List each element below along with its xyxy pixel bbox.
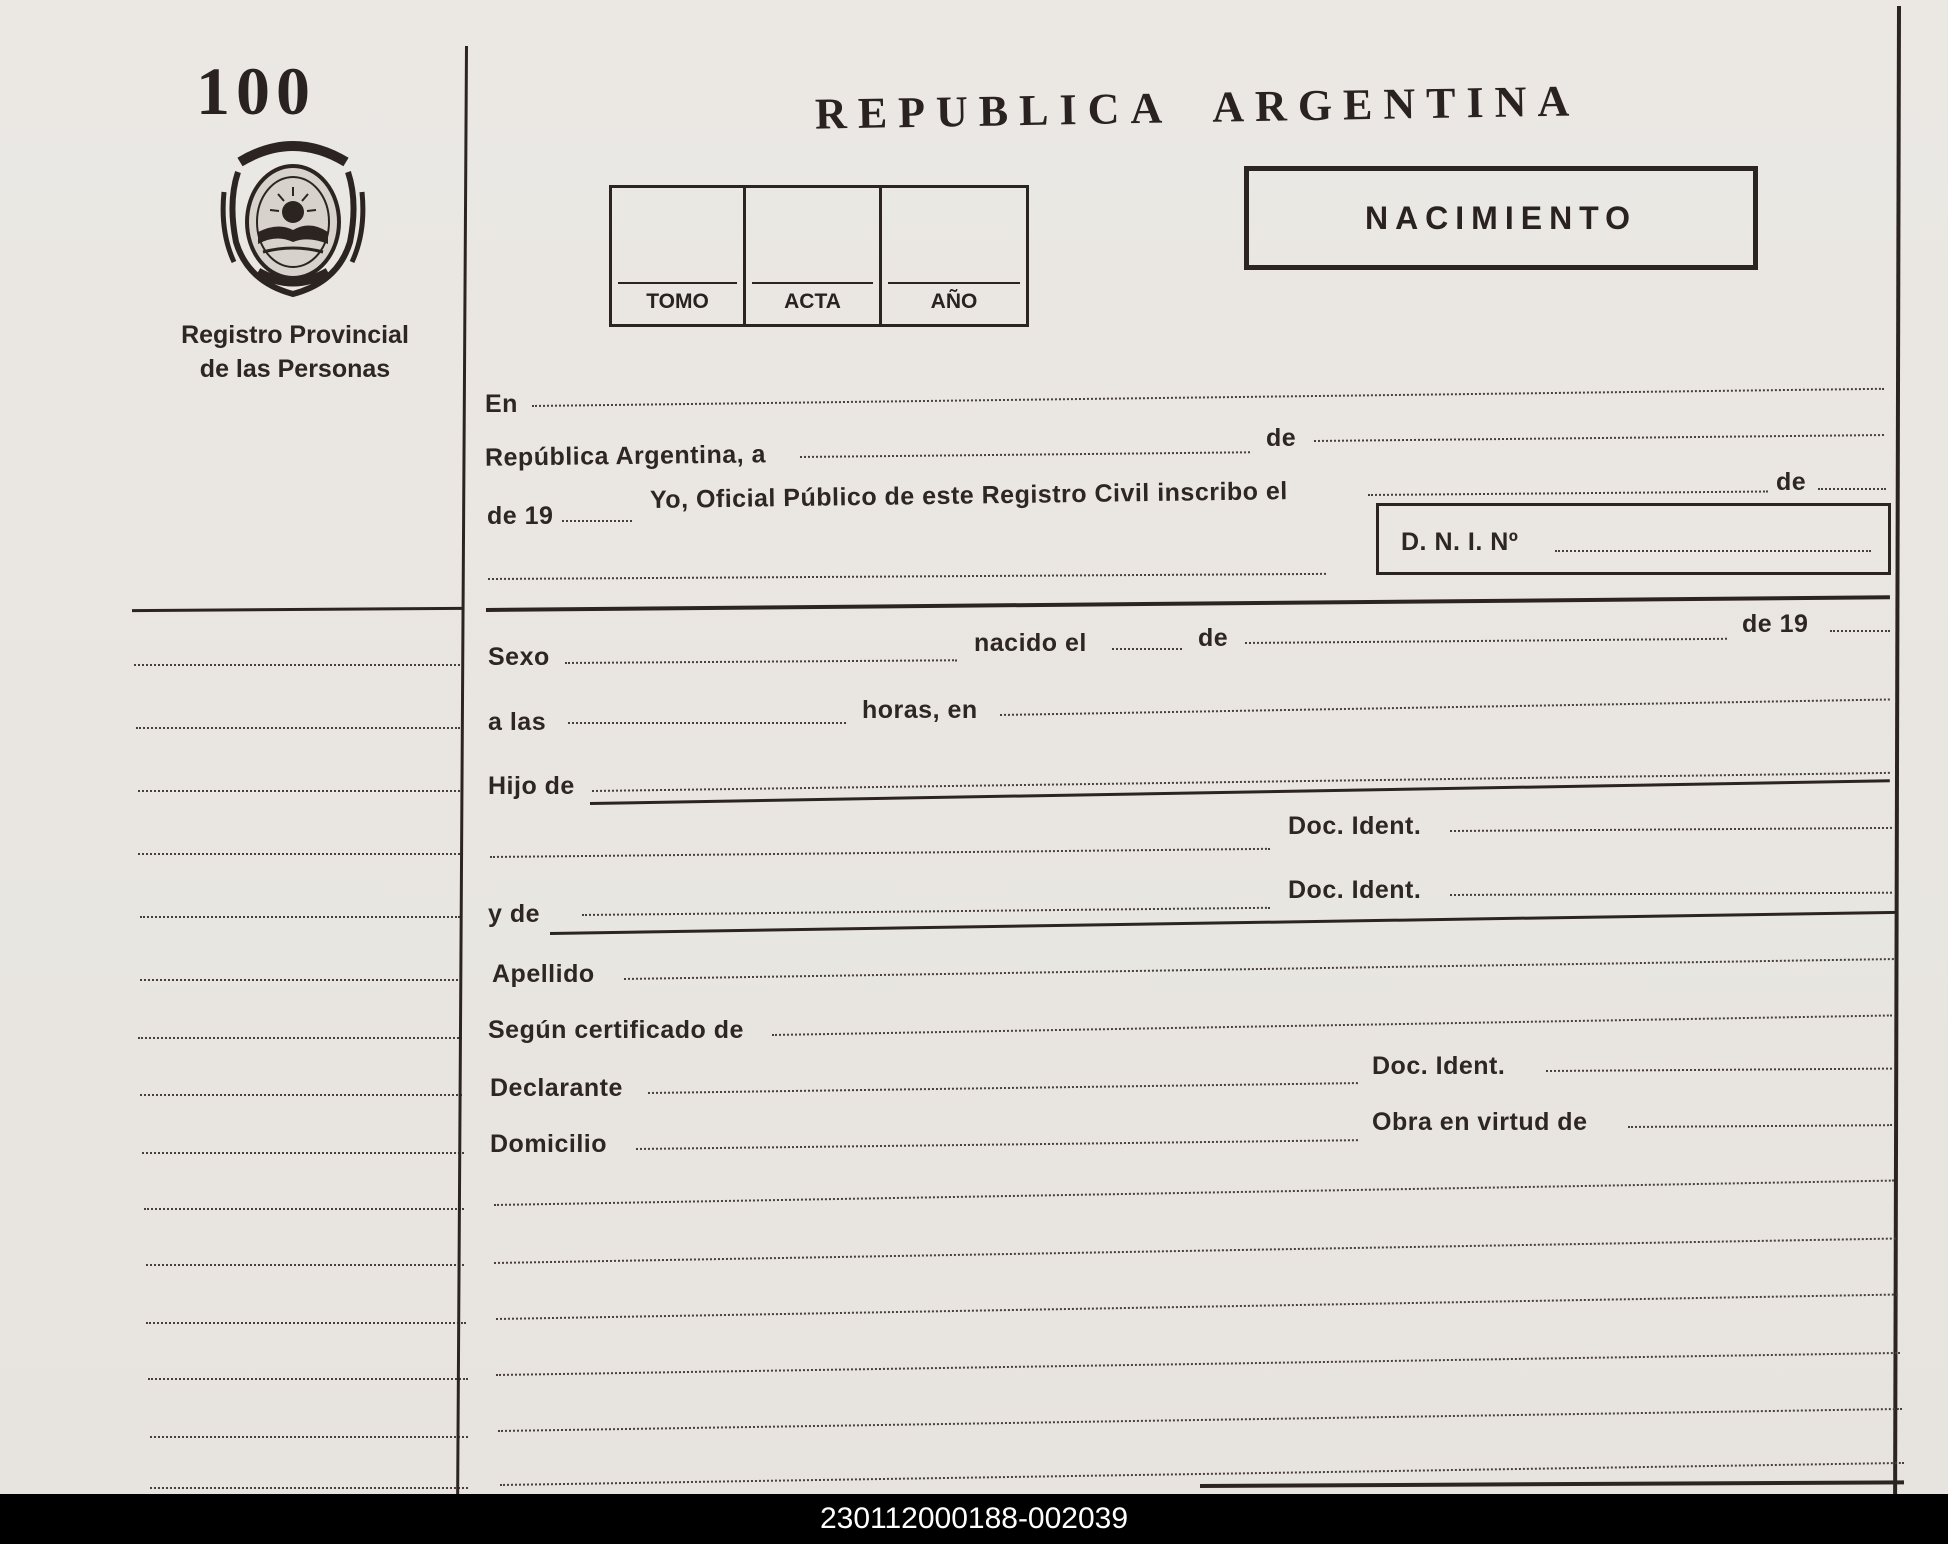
line-nacido-month bbox=[1245, 638, 1727, 644]
label-de-19-year bbox=[487, 502, 553, 531]
label-de-month: de bbox=[1266, 424, 1297, 452]
margin-line bbox=[140, 1094, 462, 1096]
line-y-de bbox=[582, 907, 1270, 916]
label-doc-ident-3: Doc. Ident. bbox=[1372, 1052, 1506, 1080]
margin-line bbox=[136, 727, 460, 729]
label-republica: República Argentina, a bbox=[484, 440, 767, 472]
line-nacido-year bbox=[1830, 630, 1890, 632]
provincial-coat-of-arms-icon bbox=[218, 132, 368, 302]
country-title: REPUBLICA ARGENTINA bbox=[814, 76, 1581, 139]
line-obra bbox=[1628, 1124, 1892, 1128]
margin-line bbox=[138, 1037, 462, 1039]
line-year bbox=[562, 520, 632, 522]
label-de-19: de 19 bbox=[487, 502, 554, 530]
line-doc-ident-1 bbox=[1450, 827, 1892, 832]
line-mother-rule bbox=[550, 911, 1898, 935]
form-number: 100 bbox=[196, 53, 316, 129]
organization-line-1: Registro Provincial bbox=[181, 321, 409, 349]
anio-cell bbox=[882, 188, 1026, 324]
line-inscribo-day bbox=[1368, 491, 1768, 496]
label-doc-ident-2: Doc. Ident. bbox=[1288, 876, 1422, 904]
margin-line bbox=[146, 1264, 464, 1266]
line-name bbox=[488, 573, 1326, 580]
line-apellido bbox=[624, 958, 1894, 980]
label-domicilio: Domicilio bbox=[490, 1130, 608, 1158]
observation-line bbox=[498, 1408, 1902, 1432]
line-lugar bbox=[1000, 698, 1890, 716]
line-doc-ident-2 bbox=[1450, 892, 1892, 896]
label-nacido-el: nacido el bbox=[974, 629, 1087, 657]
line-sexo bbox=[565, 659, 957, 664]
margin-line bbox=[140, 979, 462, 981]
label-de-19-nacido: de 19 bbox=[1742, 610, 1809, 638]
line-father-rule bbox=[590, 779, 1890, 805]
line-nacido-day bbox=[1112, 648, 1182, 650]
label-hijo-de: Hijo de bbox=[488, 772, 575, 800]
bottom-rule bbox=[1200, 1480, 1904, 1488]
line-domicilio bbox=[636, 1139, 1358, 1150]
label-a-las: a las bbox=[488, 708, 547, 736]
label-en: En bbox=[485, 390, 518, 418]
label-apellido: Apellido bbox=[492, 960, 595, 988]
line-hora bbox=[568, 722, 846, 724]
line-republica-day bbox=[800, 451, 1250, 458]
record-type: NACIMIENTO bbox=[1364, 199, 1638, 236]
label-dni: D. N. I. Nº bbox=[1401, 528, 1519, 556]
label-obra: Obra en virtud de bbox=[1372, 1108, 1588, 1136]
line-doc-ident-3 bbox=[1546, 1068, 1892, 1072]
register-box bbox=[609, 185, 1029, 327]
observation-line bbox=[496, 1352, 1900, 1376]
line-father-name bbox=[490, 848, 1270, 858]
observation-line bbox=[496, 1294, 1898, 1320]
line-en bbox=[532, 388, 1884, 407]
margin-line bbox=[142, 1152, 464, 1154]
margin-line bbox=[144, 1208, 464, 1210]
line-dni bbox=[1555, 550, 1871, 552]
margin-line bbox=[138, 790, 460, 792]
margin-line bbox=[148, 1378, 468, 1380]
tomo-label: TOMO bbox=[646, 290, 709, 313]
margin-line bbox=[134, 664, 460, 666]
label-sexo: Sexo bbox=[488, 643, 550, 671]
tomo-entry-line bbox=[618, 282, 737, 284]
margin-line bbox=[138, 853, 460, 855]
label-doc-ident-1: Doc. Ident. bbox=[1288, 812, 1422, 840]
anio-label: AÑO bbox=[930, 290, 978, 313]
record-type-box bbox=[1244, 166, 1758, 270]
line-declarante bbox=[648, 1082, 1358, 1094]
label-de-inscribo: de bbox=[1776, 468, 1807, 496]
tomo-cell bbox=[612, 188, 746, 324]
dni-box bbox=[1376, 503, 1891, 575]
label-de-nacido: de bbox=[1198, 624, 1229, 652]
margin-line bbox=[146, 1322, 466, 1324]
line-inscribo-month bbox=[1818, 488, 1886, 490]
column-divider bbox=[456, 46, 468, 1494]
organization-line-2: de las Personas bbox=[199, 355, 391, 383]
acta-cell bbox=[746, 188, 882, 324]
label-declarante: Declarante bbox=[490, 1074, 623, 1102]
line-segun bbox=[772, 1014, 1892, 1036]
line-month bbox=[1314, 434, 1884, 442]
organization-name bbox=[150, 318, 440, 386]
observation-line bbox=[494, 1238, 1896, 1264]
margin-line bbox=[150, 1436, 468, 1438]
label-oficial: Yo, Oficial Público de este Registro Civil inscribo el bbox=[649, 477, 1288, 514]
right-border bbox=[1893, 6, 1901, 1494]
label-y-de: y de bbox=[488, 900, 541, 928]
section-rule-1 bbox=[486, 595, 1890, 612]
margin-line bbox=[150, 1487, 468, 1489]
anio-entry-line bbox=[888, 282, 1020, 284]
document-id: 230112000188-002039 bbox=[819, 1502, 1129, 1535]
margin-line bbox=[140, 916, 460, 918]
acta-label: ACTA bbox=[784, 290, 841, 313]
acta-entry-line bbox=[752, 282, 873, 284]
observation-line bbox=[494, 1180, 1894, 1206]
left-column-rule bbox=[132, 607, 462, 612]
label-segun: Según certificado de bbox=[488, 1016, 744, 1044]
footer-bar bbox=[0, 1494, 1948, 1544]
label-horas-en: horas, en bbox=[862, 696, 978, 724]
